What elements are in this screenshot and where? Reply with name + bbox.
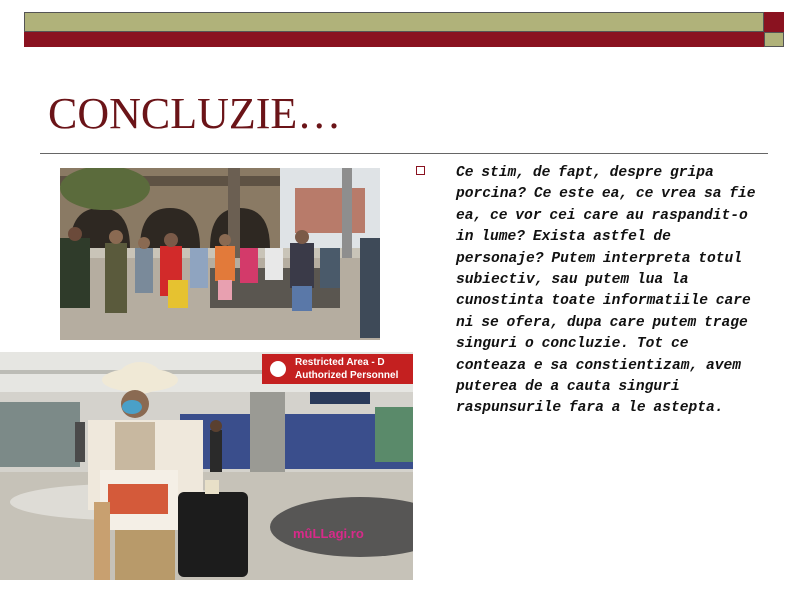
bullet-paragraph: Ce stim, de fapt, despre gripa porcina? Ce este ea, ce vrea sa fie ea, ce vor cei care au raspandit-o in lume? Exista astfel de personaje? Putem interpreta totul subiectiv, sau putem lua la cunostinta toate informatiile care ni se ofera, dupa care putem trage singuri o concluzie. Tot ce conteaza e sa constientizam, avem puterea de a cauta singuri raspunsurile fara a le astepta. bbox=[456, 165, 756, 417]
header-bar-olive bbox=[24, 12, 764, 32]
restricted-sign-line1: Restricted Area - D bbox=[295, 357, 385, 368]
crowd-square-photo bbox=[60, 168, 380, 340]
header-square-red bbox=[764, 12, 784, 32]
airport-traveler-photo bbox=[0, 352, 413, 580]
bullet-square-icon bbox=[416, 166, 425, 175]
header-bar-red bbox=[24, 32, 764, 47]
restricted-sign-line2: Authorized Personnel bbox=[295, 370, 399, 381]
title-divider bbox=[40, 153, 768, 154]
header-square-olive bbox=[764, 32, 784, 47]
watermark-text: mûLLagi.ro bbox=[293, 526, 364, 541]
slide-title: CONCLUZIE… bbox=[48, 89, 342, 138]
